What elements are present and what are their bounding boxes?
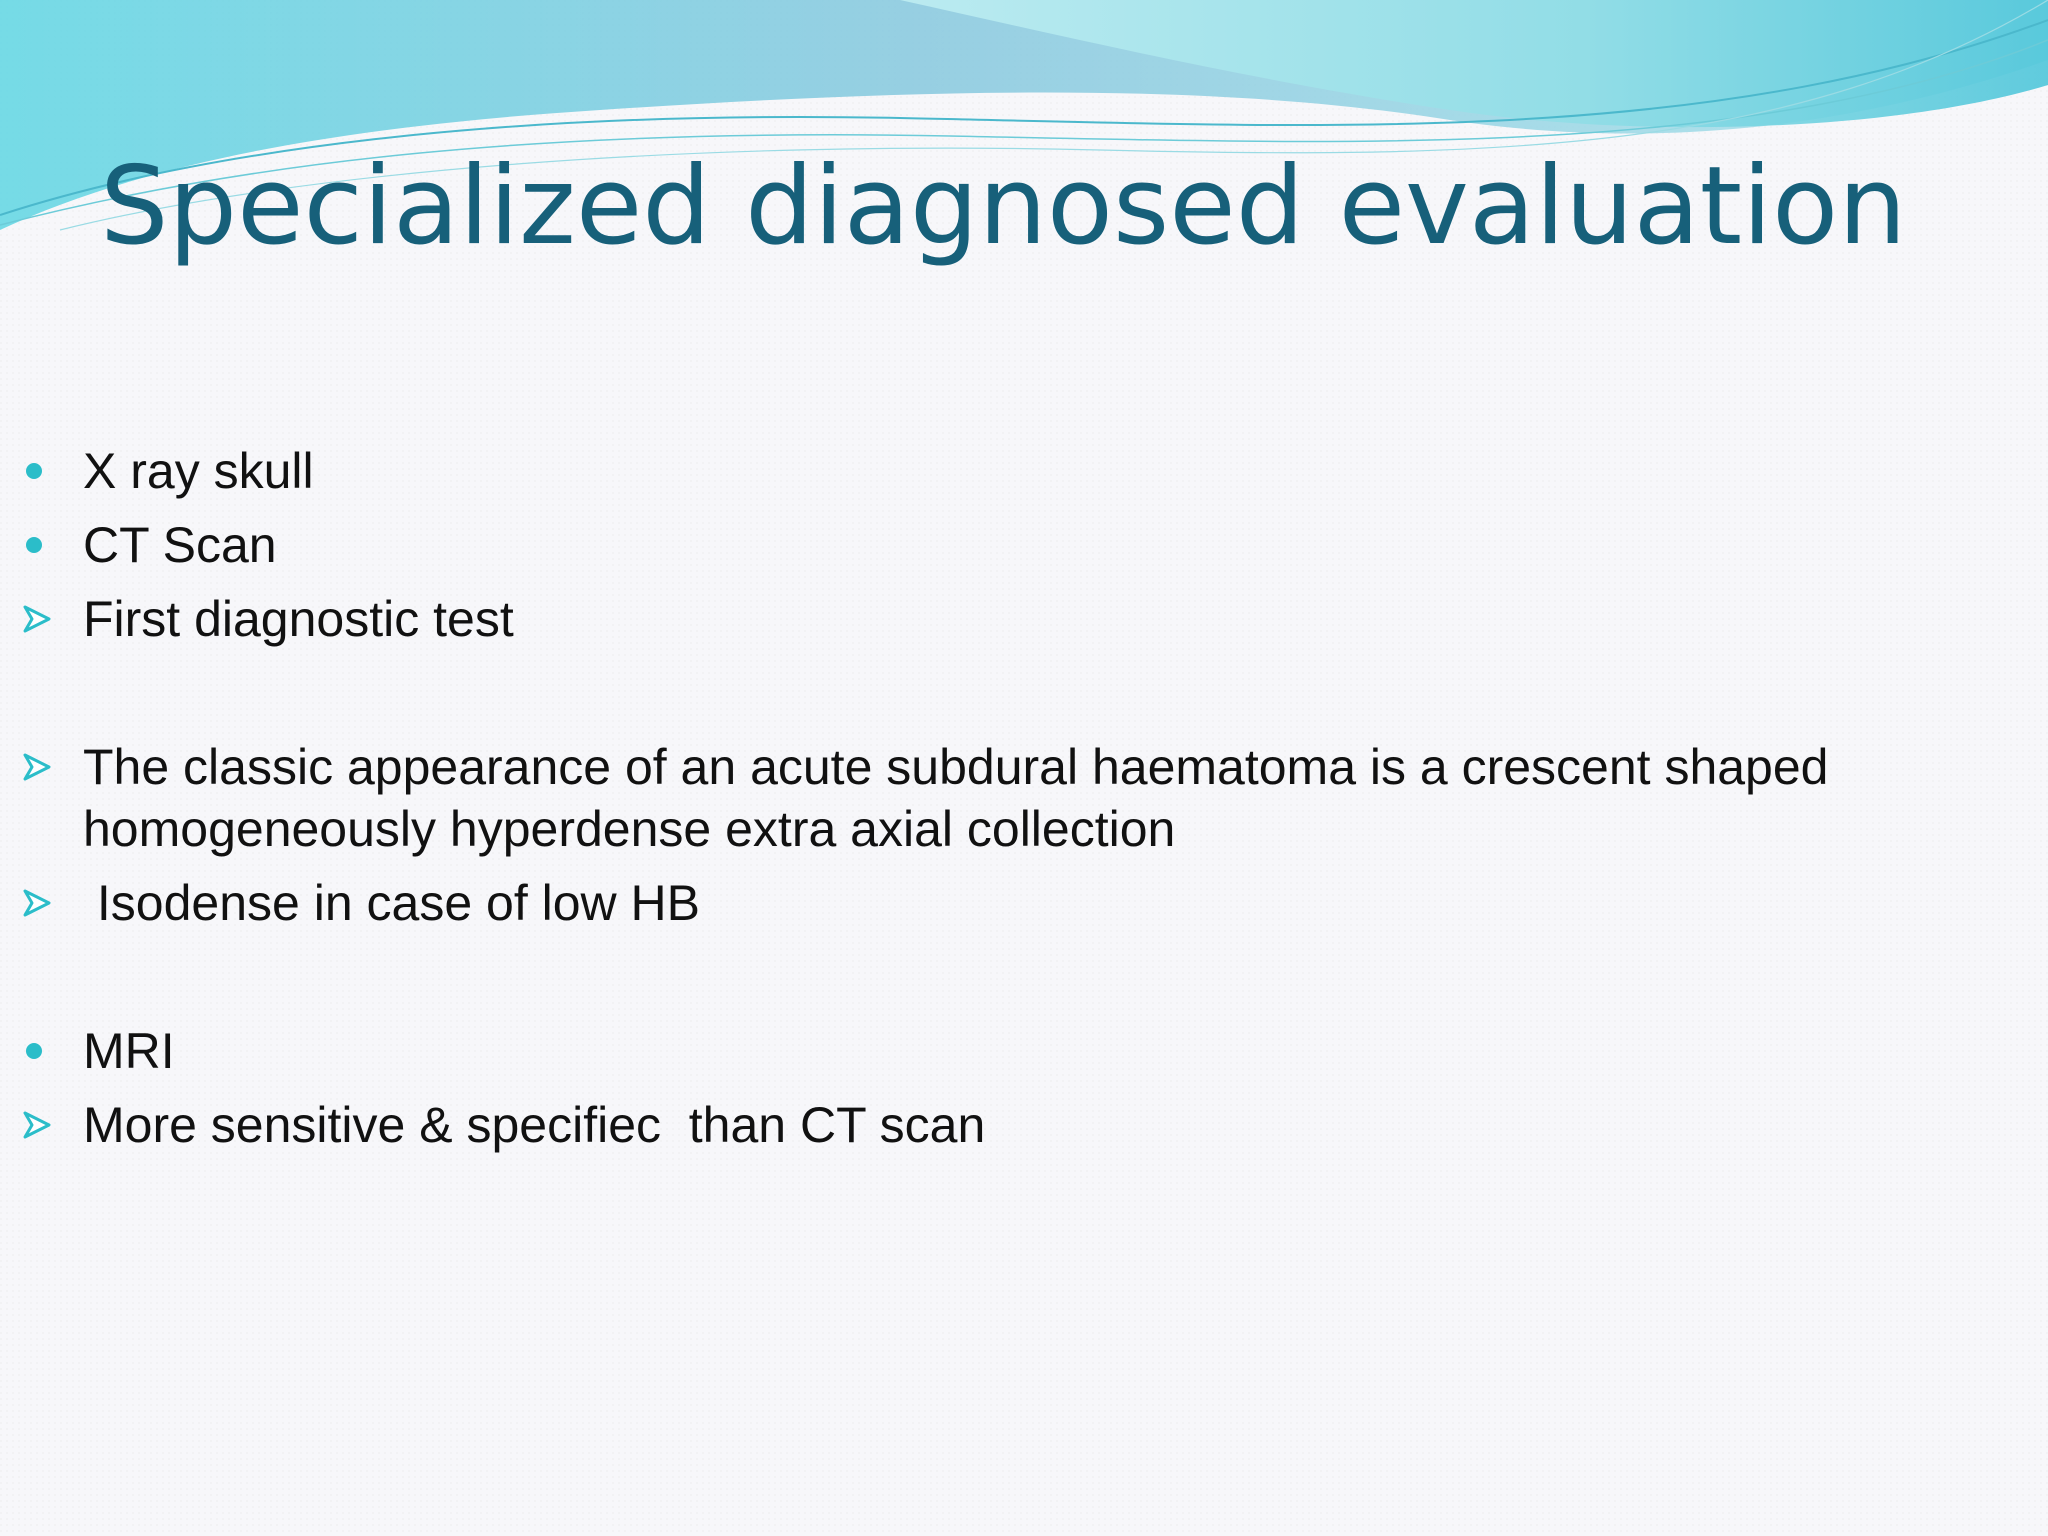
- bullet-list: [0, 440, 1990, 1156]
- list-item-text: X ray skull: [83, 443, 314, 499]
- list-item: [0, 440, 1990, 502]
- list-item-text: More sensitive & specifiec than CT scan: [83, 1097, 986, 1153]
- dot-icon: [22, 514, 62, 576]
- arrow-icon: [22, 872, 62, 934]
- list-item-text: First diagnostic test: [83, 591, 514, 647]
- list-item-text: Isodense in case of low HB: [83, 875, 700, 931]
- list-item: [0, 588, 1990, 650]
- arrow-icon: [22, 736, 62, 798]
- arrow-icon: [22, 1094, 62, 1156]
- list-item-text: The classic appearance of an acute subdural haematoma is a crescent shaped homogeneously hyperdense extra axial collection: [83, 739, 1829, 857]
- list-item: [0, 736, 1990, 860]
- slide-title: Specialized diagnosed evaluation: [100, 144, 1907, 269]
- list-item-text: CT Scan: [83, 517, 277, 573]
- list-item-text: MRI: [83, 1023, 175, 1079]
- list-item: [0, 1094, 1990, 1156]
- dot-icon: [22, 1020, 62, 1082]
- list-item: [0, 1020, 1990, 1082]
- dot-icon: [22, 440, 62, 502]
- arrow-icon: [22, 588, 62, 650]
- list-item: [0, 514, 1990, 576]
- list-item: [0, 872, 1990, 934]
